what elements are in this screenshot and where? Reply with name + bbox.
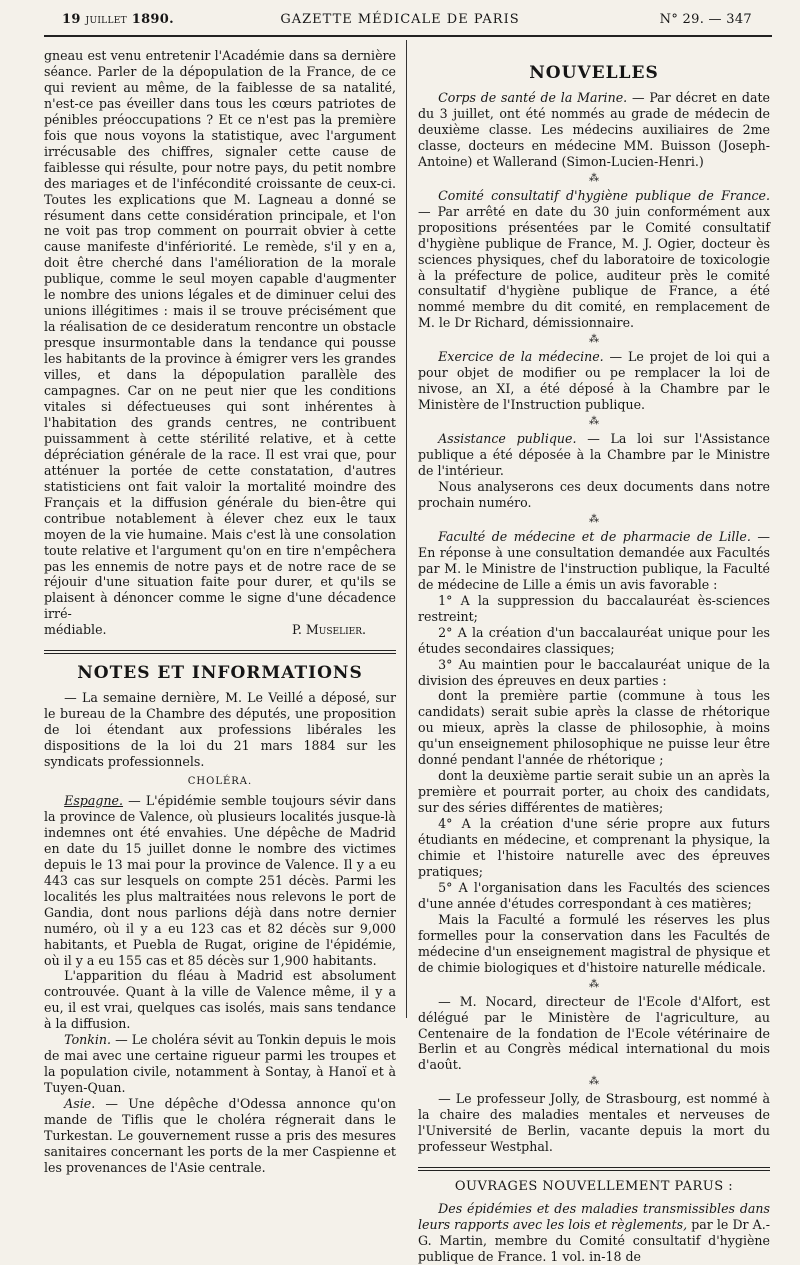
paragraph-jolly: — Le professeur Jolly, de Strasbourg, est nommé à la chaire des maladies mentales et nerveuses de l'Université de Berlin, vacante depuis la mort du professeur Westphal. <box>418 1091 770 1155</box>
header-rule <box>44 35 772 37</box>
paragraph-assistance <box>418 431 770 479</box>
lille-item-2: 2° A la création d'un baccalauréat unique pour les études secondaires classiques; <box>418 624 770 656</box>
right-column <box>418 48 770 1264</box>
paragraph-ouvrages <box>418 1201 770 1265</box>
lille-item-3b: dont la deuxième partie serait subie un an après la première et pourrait porter, au choix des candidats, sur des séries différentes de matières; <box>418 768 770 816</box>
issue-day: 19 <box>62 12 81 27</box>
signature-initial: P. <box>291 622 302 638</box>
comite-label: Comité consultatif d'hygiène publique de France. <box>438 187 770 203</box>
article-signature <box>292 622 396 638</box>
assistance-label: Assistance publique. <box>438 431 577 447</box>
asterism-separator: ⁂ <box>589 513 599 525</box>
paragraph-analyse: Nous analyserons ces deux documents dans notre prochain numéro. <box>418 479 770 510</box>
article-last-word: médiable. <box>44 622 107 638</box>
paragraph-lille <box>418 529 770 593</box>
ouvrage-title: Des épidémies et des maladies transmissibles dans leurs rapports avec les lois et règlements, <box>418 1201 770 1233</box>
lille-item-3a: dont la première partie (commune à tous les candidats) serait subie après la classe de rhétorique ou mieux, après la classe de philosophie, à moins qu'un enseignement philosophique ne puisse leur être donné pendant l'année de rhétorique ; <box>418 688 770 768</box>
paragraph-corps-marine <box>418 90 770 170</box>
notes-paragraph-syndicats: — La semaine dernière, M. Le Veillé a déposé, sur le bureau de la Chambre des députés, une proposition de loi étendant aux professions libérales les dispositions de la loi du 21 mars 1884 sur les syndicats professionnels. <box>44 690 396 770</box>
issue-page-number: N° 29. — 347 <box>659 12 752 27</box>
paragraph-exercice <box>418 349 770 413</box>
lille-reserves: Mais la Faculté a formulé les réserves les plus formelles pour la conservation dans les Facultés de médecine d'un enseignement magistral de physique et de chimie biologiques et d'histoire naturelle médicale. <box>418 911 770 975</box>
article-continued-text: gneau est venu entretenir l'Académie dans sa dernière séance. Parler de la dépopulation de la France, de ce qui revient au même, de la faiblesse de sa natalité, n'est-ce pas éveiller dans tous les cœurs patriotes de pénibles préoccupations ? Et ce n'est pas la première fois que nous voyons la statistique, avec l'argument irrécusable des chiffres, signaler cette cause de faiblesse qui résulte, pour notre pays, du petit nombre des mariages et de l'infécondité croissante de ceux-ci. Toutes les explications que M. Lagneau a donné se résument dans cette considération principale, et l'on ne voit pas trop comment on pourrait obvier à cette cause manifeste d'infériorité. Le remède, s'il y en a, doit être cherché dans l'amélioration de la morale publique, comme le seul moyen capable d'augmenter le nombre des unions légales et de diminuer celui des unions illégitimes : mais il se trouve précisément que la réalisation de ce desideratum rencontre un obstacle presque insurmontable dans la tendance qui pousse les habitants de la province à émigrer vers les grandes villes, et dans la dépopulation parallèle des campagnes. Car on ne peut nier que les conditions vitales si défectueuses qui sont inhérentes à l'habitation des grands centres, ne contribuent puissamment à cette stérilité relative, et à cette dépréciation générale de la race. Il est vrai que, pour atténuer la portée de cette constatation, d'autres statisticiens ont fait valoir la mortalité moindre des Français et la diffusion générale du bien-être qui contribue notablement à élever chez eux le taux moyen de la vie humaine. Mais c'est là une consolation toute relative et l'argument qu'on en tire n'empêchera pas les ennemis de notre pays et de notre race de se réjouir d'une situation faite pour durer, et qu'ils se plaisent à dénoncer comme le signe d'une décadence irré- <box>44 48 396 622</box>
tonkin-text: — Le choléra sévit au Tonkin depuis le mois de mai avec une certaine rigueur parmi les troupes et la population civile, notamment à Sontay, à Hanoï et à Tuyen-Quan. <box>44 1032 396 1096</box>
asterism-separator: ⁂ <box>589 416 599 428</box>
lille-text: — En réponse à une consultation demandée aux Facultés par M. le Ministre de l'instruction publique, la Faculté de médecine de Lille a émis un avis favorable : <box>418 528 770 592</box>
section-divider <box>44 650 396 654</box>
paragraph-madrid: L'apparition du fléau à Madrid est absolument controuvée. Quant à la ville de Valence même, il y a eu, il est vrai, quelques cas isolés, mais sans tendance à la diffusion. <box>44 968 396 1032</box>
espagne-label: Espagne. <box>64 792 124 808</box>
asie-label: Asie. <box>64 1096 96 1112</box>
ouvrages-section-title: OUVRAGES NOUVELLEMENT PARUS : <box>454 1179 734 1195</box>
asterism-separator: ⁂ <box>589 334 599 346</box>
paragraph-asie <box>44 1096 396 1176</box>
lille-item-3: 3° Au maintien pour le baccalauréat unique de la division des épreuves en deux parties : <box>418 656 770 688</box>
paragraph-tonkin <box>44 1032 396 1096</box>
nouvelles-section-title: NOUVELLES <box>529 63 659 83</box>
issue-month: juillet <box>85 12 127 27</box>
assistance-text: — La loi sur l'Assistance publique a été déposée à la Chambre par le Ministre de l'intérieur. <box>418 431 770 479</box>
paragraph-nocard: — M. Nocard, directeur de l'Ecole d'Alfort, est délégué par le Ministère de l'agriculture, au Centenaire de la fondation de l'Ecole vétérinaire de Berlin et au Congrès médical international du mois d'août. <box>418 993 770 1073</box>
journal-title: GAZETTE MÉDICALE DE PARIS <box>280 12 520 27</box>
exercice-label: Exercice de la médecine. <box>438 349 604 365</box>
espagne-text: — L'épidémie semble toujours sévir dans la province de Valence, où plusieurs localités jusque-là indemnes ont été envahies. Une dépêche de Madrid en date du 15 juillet donne le nombre des victimes depuis le 13 mai pour la province de Valence. Il y a eu 443 cas sur lesquels on compte 251 décès. Parmi les localités les plus maltraitées nous relevons le port de Gandia, dont nous parlions déjà dans notre dernier numéro, où il y a eu 123 cas et 82 décès sur 9,000 habitants, et Puebla de Rugat, origine de l'épidémie, où il y a eu 155 cas et 85 décès sur 1,900 habitants. <box>44 792 396 968</box>
asterism-separator: ⁂ <box>589 1076 599 1088</box>
corps-marine-text: — Par décret en date du 3 juillet, ont été nommés au grade de médecin de deuxième classe. Les médecins auxiliaires de 2me classe, docteurs en médecine MM. Buisson (Joseph-Antoine) et Wallerand (Simon-Lucien-Henri.) <box>418 90 770 169</box>
signature-name: Muselier. <box>305 622 366 638</box>
section-divider <box>418 1167 770 1171</box>
exercice-text: — Le projet de loi qui a pour objet de modifier ou pe remplacer la loi de nivose, an XI, a été déposé à la Chambre par le Ministère de l'Instruction publique. <box>418 349 770 413</box>
corps-marine-label: Corps de santé de la Marine. <box>438 90 628 105</box>
left-column <box>44 48 396 1175</box>
lille-item-5: 5° A l'organisation dans les Facultés des sciences d'une année d'études correspondant à ces matières; <box>418 879 770 911</box>
asterism-separator: ⁂ <box>589 978 599 990</box>
issue-year: 1890. <box>131 12 174 27</box>
lille-label: Faculté de médecine et de pharmacie de Lille. <box>438 528 751 544</box>
signature-line <box>44 622 396 638</box>
asterism-separator: ⁂ <box>589 172 599 184</box>
lille-item-1: 1° A la suppression du baccalauréat ès-sciences restreint; <box>418 592 770 624</box>
comite-text: — Par arrêté en date du 30 juin conformément aux propositions présentées par le Comité consultatif d'hygiène publique de France, M. J. Ogier, docteur ès sciences physiques, chef du laboratoire de toxicologie à la préfecture de police, auditeur près le comité consultatif d'hygiène publique de France, a été nommé membre du dit comité, en remplacement de M. le Dr Richard, démissionnaire. <box>418 203 770 331</box>
ouvrage-text: par le Dr A.-G. Martin, membre du Comité consultatif d'hygiène publique de France. 1 vol. in-18 de <box>418 1217 770 1264</box>
lille-item-4: 4° A la création d'une série propre aux futurs étudiants en médecine, et comprenant la physique, la chimie et l'histoire naturelle avec des épreuves pratiques; <box>418 816 770 879</box>
column-divider <box>406 40 407 1018</box>
paragraph-espagne <box>44 793 396 968</box>
paragraph-comite <box>418 188 770 332</box>
cholera-subheading: CHOLÉRA. <box>187 776 253 788</box>
tonkin-label: Tonkin. <box>64 1032 112 1048</box>
notes-section-title: NOTES ET INFORMATIONS <box>77 663 363 684</box>
asie-text: — Une dépêche d'Odessa annonce qu'on mande de Tiflis que le choléra régnerait dans le Turkestan. Le gouvernement russe a pris des mesures sanitaires concernant les ports de la mer Caspienne et les provenances de l'Asie centrale. <box>44 1096 396 1175</box>
